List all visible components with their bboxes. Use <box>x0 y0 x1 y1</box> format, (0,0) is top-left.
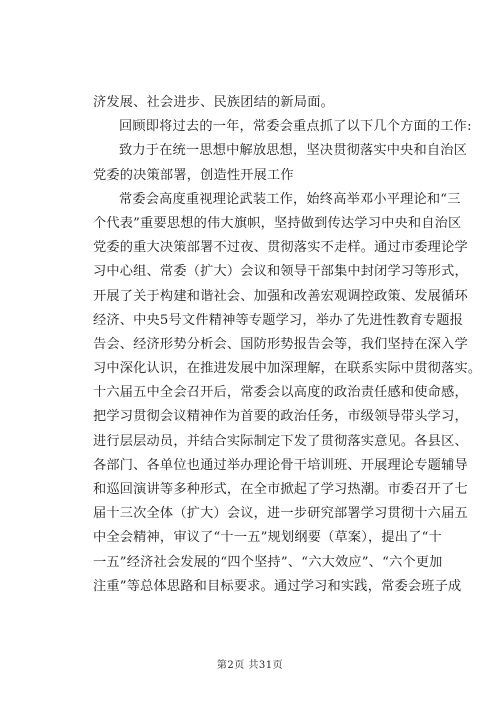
paragraph-line: 注重”等总体思路和目标要求。通过学习和实践，常委会班子成 <box>93 578 462 594</box>
section-heading-line: 致力于在统一思想中解放思想，坚决贯彻落实中央和自治区 <box>119 143 468 159</box>
paragraph-line: 中全会精神，审议了“十一五”规划纲要（草案），提出了“十 <box>93 530 442 546</box>
paragraph-line: 十六届五中全会召开后，常委会以高度的政治责任感和使命感， <box>93 385 468 401</box>
paragraph-line: 进行层层动员，并结合实际制定下发了贯彻落实意见。各县区、 <box>93 433 468 449</box>
paragraph-line: 党委的重大决策部署不过夜、贯彻落实不走样。通过市委理论学 <box>93 240 468 256</box>
paragraph-line: 一五”经济社会发展的“四个坚持”、“六大效应”、“六个更加 <box>93 554 443 570</box>
paragraph-line: 常委会高度重视理论武装工作，始终高举邓小平理论和“三 <box>119 191 461 207</box>
page-footer: 第2页 共31页 <box>216 660 284 671</box>
body-text <box>93 91 482 599</box>
paragraph-line: 开展了关于构建和谐社会、加强和改善宏观调控政策、发展循环 <box>93 288 468 304</box>
paragraph-line: 各部门、各单位也通过举办理论骨干培训班、开展理论专题辅导 <box>93 457 468 473</box>
paragraph-line: 习中深化认识，在推进发展中加深理解，在联系实际中贯彻落实。 <box>93 361 482 377</box>
paragraph-line: 济发展、社会进步、民族团结的新局面。 <box>93 95 334 110</box>
paragraph-line: 习中心组、常委（扩大）会议和领导干部集中封闭学习等形式， <box>93 264 468 280</box>
paragraph-line: 个代表”重要思想的伟大旗帜，坚持做到传达学习中央和自治区 <box>93 215 462 231</box>
paragraph-line: 回顾即将过去的一年，常委会重点抓了以下几个方面的工作: <box>119 119 472 135</box>
paragraph-line: 经济、中央5号文件精神等专题学习，举办了先进性教育专题报 <box>93 312 464 328</box>
paragraph-line: 和巡回演讲等多种形式，在全市掀起了学习热潮。市委召开了七 <box>93 482 468 497</box>
paragraph-line: 把学习贯彻会议精神作为首要的政治任务，市级领导带头学习， <box>93 409 468 425</box>
section-heading-line: 党委的决策部署，创造性开展工作 <box>93 167 294 183</box>
paragraph-line: 届十三次全体（扩大）会议，进一步研究部署学习贯彻十六届五 <box>93 506 468 522</box>
paragraph-line: 告会、经济形势分析会、国防形势报告会等，我们坚持在深入学 <box>93 336 468 352</box>
